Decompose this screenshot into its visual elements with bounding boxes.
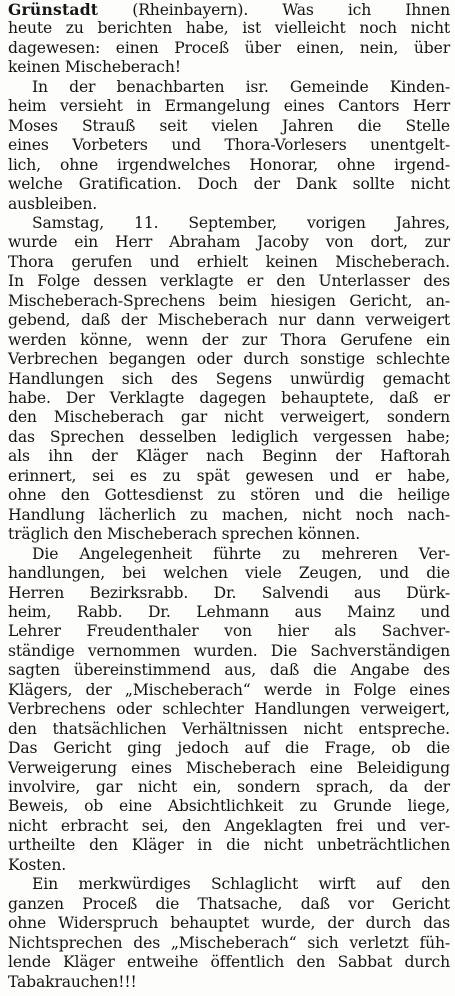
article-line-50: lende Kläger entweihe öffentlich den Sabbat durch — [8, 953, 450, 971]
article-line-21: habe. Der Verklagte dagegen behauptete, daß er — [8, 389, 450, 407]
article-line-5: In der benachbarten isr. Gemeinde Kinden- — [32, 78, 450, 96]
article-line-6: heim versieht in Ermangelung eines Cantors Herr — [8, 97, 450, 115]
article-line-51: Tabakrauchen!!! — [8, 973, 137, 991]
article-line-47: ganzen Proceß die Thatsache, daß vor Gericht — [8, 895, 450, 913]
article-line-18: werden könne, wenn der zur Thora Gerufene ein — [8, 331, 450, 349]
article-line-42: Beweis, ob eine Absichtlichkeit zu Grunde liege, — [8, 797, 450, 815]
article-line-9: lich, ohne irgendwelches Honorar, ohne irgend- — [8, 156, 450, 174]
article-line-3: dagewesen: einen Proceß über einen, nein, über — [8, 39, 450, 57]
article-line-23: das Sprechen desselben lediglich vergessen habe; — [8, 428, 450, 446]
article-line-41: involvire, gar nicht ein, sondern sprach, da der — [8, 778, 450, 796]
article-line-4: keinen Mischeberach! — [8, 58, 181, 76]
article-line-36: Klägers, der „Mischeberach“ werde in Folge eines — [8, 681, 450, 699]
article-line-16: Mischeberach-Sprechens beim hiesigen Gericht, an- — [8, 292, 450, 310]
article-line-49: Nichtsprechen des „Mischeberach“ sich verletzt füh- — [8, 934, 450, 952]
article-line-1-text: Was ich Ihnen — [282, 1, 451, 19]
article-line-11: ausbleiben. — [8, 195, 98, 213]
article-line-1 — [8, 0, 450, 19]
article-line-35: sagten übereinstimmend aus, daß die Angabe des — [8, 661, 450, 679]
article-line-26: ohne den Gottesdienst zu stören und die heilige — [8, 486, 450, 504]
article-line-32: heim, Rabb. Dr. Lehmann aus Mainz und — [8, 603, 450, 621]
article-line-7: Moses Strauß seit vielen Jahren die Stelle — [8, 117, 450, 135]
article-line-10: welche Gratification. Doch der Dank sollte nicht — [8, 175, 450, 193]
article-line-29: Die Angelegenheit führte zu mehreren Ver- — [32, 545, 450, 563]
article-line-43: nicht erbracht sei, den Angeklagten frei und ver- — [8, 817, 450, 835]
dateline-region: (Rheinbayern). — [98, 1, 283, 19]
article-line-34: ständige vernommen wurden. Die Sachverständigen — [8, 642, 450, 660]
article-line-40: Verweigerung eines Mischeberach eine Beleidigung — [8, 759, 450, 777]
article-line-19: Verbrechen begangen oder durch sonstige schlechte — [8, 350, 450, 368]
article-line-13: wurde ein Herr Abraham Jacoby von dort, zur — [8, 233, 450, 251]
article-line-48: ohne Widerspruch behauptet wurde, der durch das — [8, 914, 450, 932]
article-line-8: eines Vorbeters und Thora-Vorlesers unentgelt- — [8, 136, 450, 154]
article-line-31: Herren Bezirksrabb. Dr. Salvendi aus Dürk- — [8, 584, 450, 602]
article-line-37: Verbrechens oder schlechter Handlungen verweigert, — [8, 700, 450, 718]
article-line-33: Lehrer Freudenthaler von hier als Sachver- — [8, 622, 450, 640]
article-line-38: den thatsächlichen Verhältnissen nicht entspreche. — [8, 720, 450, 738]
article-line-46: Ein merkwürdiges Schlaglicht wirft auf den — [32, 875, 450, 893]
article-line-20: Handlungen sich des Segens unwürdig gemacht — [8, 370, 450, 388]
article-line-39: Das Gericht ging jedoch auf die Frage, ob die — [8, 739, 450, 757]
article-line-22: den Mischeberach gar nicht verweigert, sondern — [8, 408, 450, 426]
article-line-30: handlungen, bei welchen viele Zeugen, und die — [8, 564, 450, 582]
article-line-27: Handlung lächerlich zu machen, nicht noch nach- — [8, 506, 450, 524]
article-line-14: Thora gerufen und erhielt keinen Mischeberach. — [8, 253, 450, 271]
article-line-45: Kosten. — [8, 856, 67, 874]
article-line-17: gebend, daß der Mischeberach nur dann verweigert — [8, 311, 450, 329]
article-line-24: als ihn der Kläger nach Beginn der Haftorah — [8, 447, 450, 465]
article-line-25: erinnert, sei es zu spät gewesen und er habe, — [8, 467, 450, 485]
article-line-15: In Folge dessen verklagte er den Unterlasser des — [8, 272, 450, 290]
article-line-12: Samstag, 11. September, vorigen Jahres, — [32, 214, 450, 232]
dateline-place: Grünstadt — [8, 0, 99, 19]
article-line-44: urtheilte den Kläger in die nicht unbeträchtlichen — [8, 836, 450, 854]
article-line-28: träglich den Mischeberach sprechen können. — [8, 525, 361, 543]
article-line-2: heute zu berichten habe, ist vielleicht noch nicht — [8, 19, 450, 37]
